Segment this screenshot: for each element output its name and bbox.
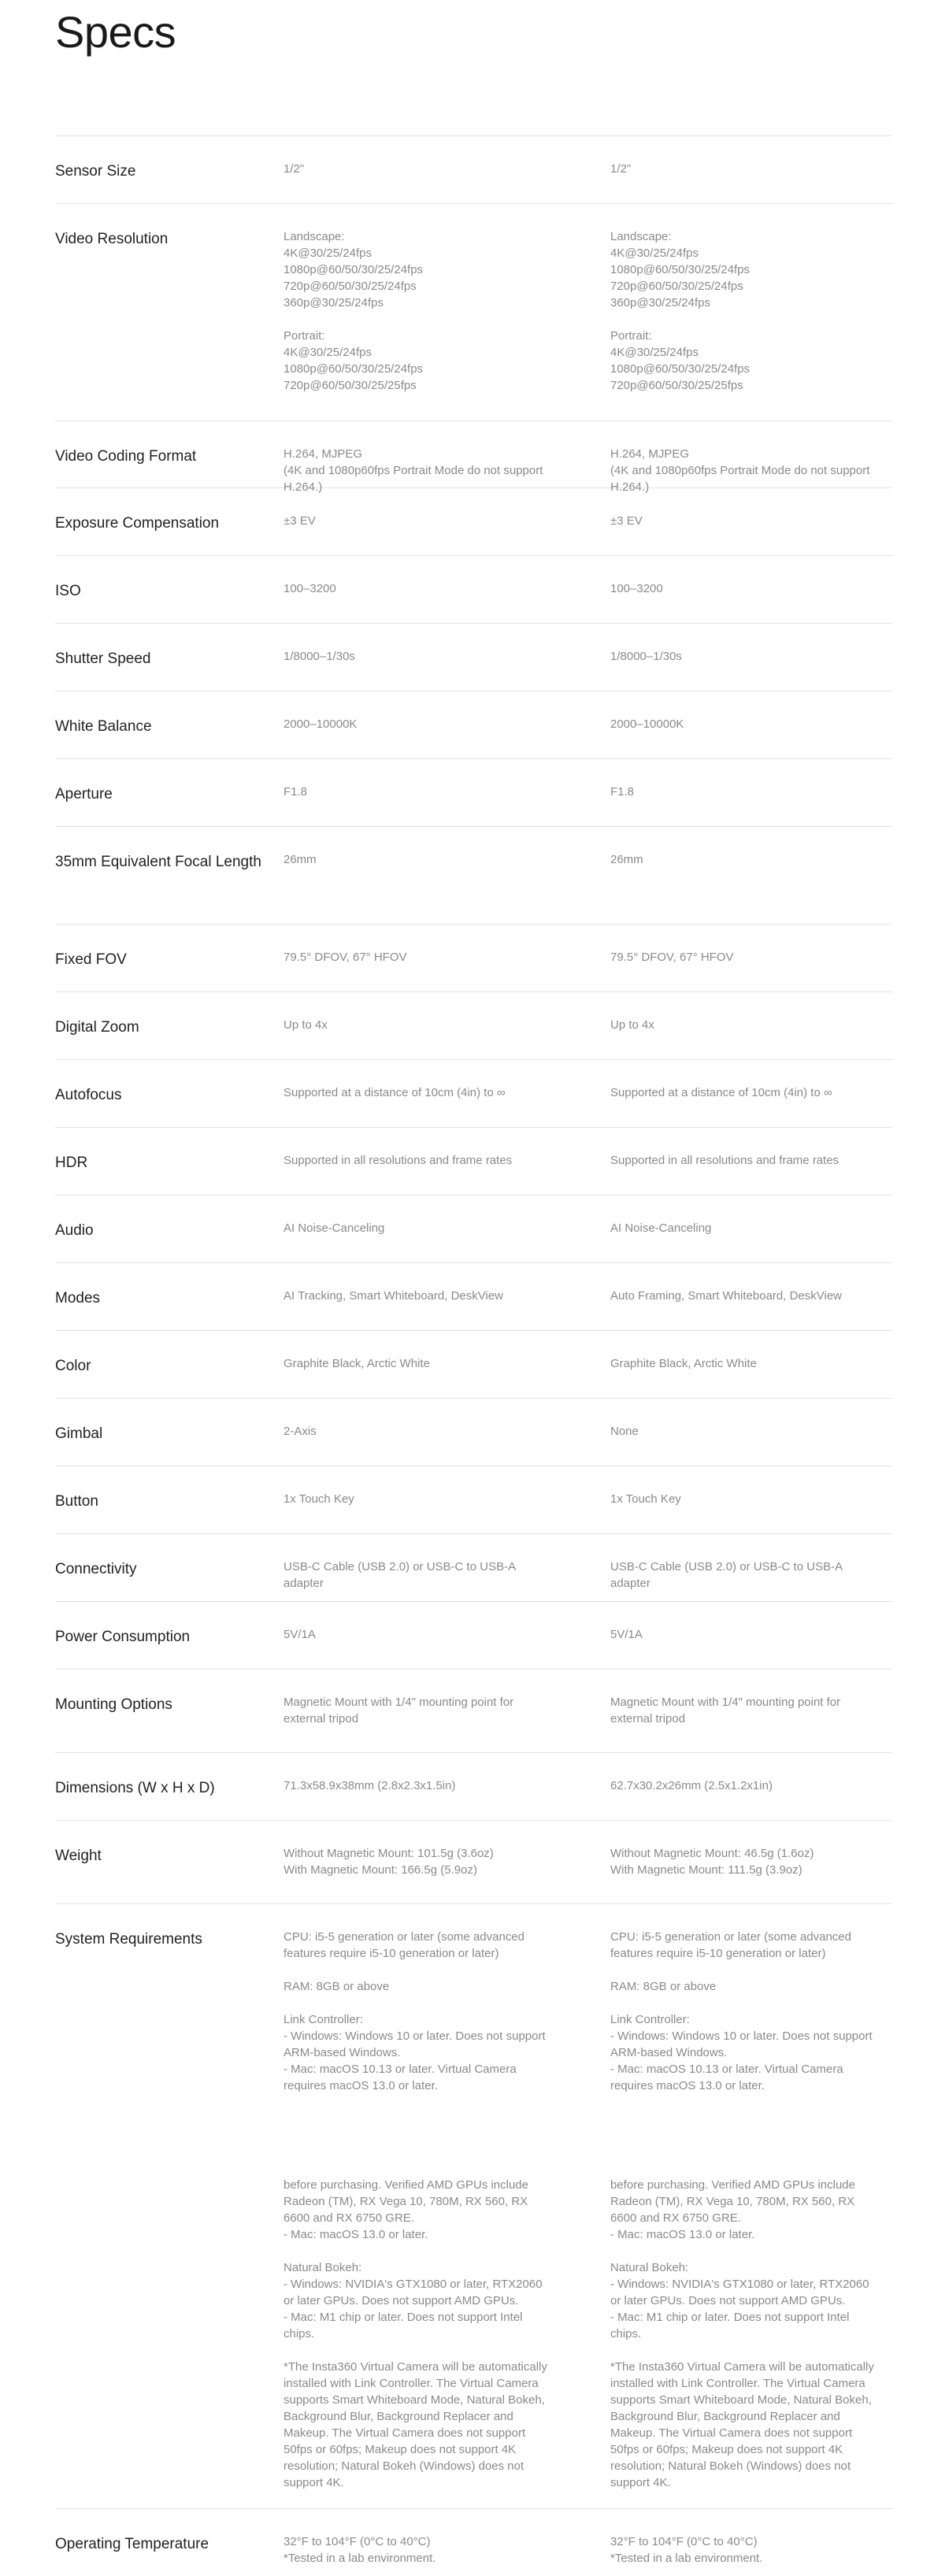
spec-label: Power Consumption: [55, 1629, 191, 1645]
spec-value-model-2: H.264, MJPEG (4K and 1080p60fps Portrait Mode do not support H.264.): [610, 447, 870, 494]
spec-row: [55, 135, 892, 203]
spec-row: [55, 924, 892, 991]
spec-label: Shutter Speed: [55, 650, 151, 667]
page-title: Specs: [55, 7, 176, 57]
spec-row: [55, 1466, 892, 1533]
spec-label: Connectivity: [55, 1561, 137, 1577]
spec-value-model-1: 32°F to 104°F (0°C to 40°C) *Tested in a lab environment.: [284, 2535, 436, 2565]
spec-value-model-1: 1/8000–1/30s: [284, 650, 355, 663]
spec-value-model-2: 5V/1A: [610, 1628, 643, 1641]
spec-value-model-2: 26mm: [610, 853, 643, 866]
spec-value-model-1: Supported at a distance of 10cm (4in) to ∞: [284, 1086, 506, 1099]
spec-value-model-1: 1x Touch Key: [284, 1492, 354, 1506]
spec-value-model-1: 1/2": [284, 162, 305, 176]
spec-label: Color: [55, 1358, 91, 1374]
spec-value-model-1: 5V/1A: [284, 1628, 316, 1641]
spec-label: ISO: [55, 583, 81, 599]
spec-label: Gimbal: [55, 1425, 103, 1442]
spec-row: [55, 1669, 892, 1752]
spec-value-model-2: CPU: i5-5 generation or later (some advanced features require i5-10 generation or later) RAM: 8GB or above Link Controller: - Windows: Windows 10 or later. Does not support ARM-based Windows. - Mac: macOS 10.13 or later. Virtual Camera requires macOS 13.0 or later. before purchasing. Verified AMD GPUs include Radeon (TM), RX Vega 10, 780M, RX 560, RX 6600 and RX 6750 GRE. - Mac: macOS 13.0 or later. Natural Bokeh: - Windows: NVIDIA's GTX1080 or later, RTX2060 or later GPUs. Does not support AMD GPUs. - Mac: M1 chip or later. Does not support Intel chips. *The Insta360 Virtual Camera will be automatically installed with Link Controller. The Virtual Camera supports Smart Whiteboard Mode, Natural Bokeh, Background Blur, Background Replacer and Makeup. The Virtual Camera does not support 50fps or 60fps; Makeup does not support 4K resolution; Natural Bokeh (Windows) does not support 4K.: [610, 1930, 874, 2489]
spec-value-model-2: Auto Framing, Smart Whiteboard, DeskView: [610, 1289, 843, 1303]
spec-row: [55, 691, 892, 758]
spec-value-model-2: 2000–10000K: [610, 717, 684, 731]
spec-row: [55, 758, 892, 826]
spec-label: Fixed FOV: [55, 951, 127, 968]
spec-label: 35mm Equivalent Focal Length: [55, 854, 261, 870]
spec-label: Aperture: [55, 786, 113, 802]
spec-label: White Balance: [55, 718, 152, 735]
spec-value-model-1: 2000–10000K: [284, 717, 358, 731]
spec-value-model-2: None: [610, 1425, 639, 1438]
spec-row: [55, 623, 892, 691]
spec-row: [55, 555, 892, 623]
spec-value-model-2: Supported at a distance of 10cm (4in) to ∞: [610, 1086, 832, 1099]
spec-row: [55, 1533, 892, 1601]
spec-value-model-1: Supported in all resolutions and frame rates: [284, 1154, 513, 1167]
spec-row: [55, 1601, 892, 1669]
spec-row: [55, 1330, 892, 1398]
spec-row: [55, 2508, 892, 2576]
spec-value-model-2: 1/8000–1/30s: [610, 650, 682, 663]
spec-row: [55, 487, 892, 555]
spec-value-model-2: 100–3200: [610, 582, 663, 595]
spec-value-model-1: ±3 EV: [284, 514, 316, 528]
spec-value-model-2: 1/2": [610, 162, 632, 176]
spec-value-model-2: Supported in all resolutions and frame rates: [610, 1154, 839, 1167]
spec-label: Weight: [55, 1848, 102, 1864]
spec-value-model-1: 26mm: [284, 853, 317, 866]
spec-label: Dimensions (W x H x D): [55, 1780, 215, 1796]
spec-value-model-2: Graphite Black, Arctic White: [610, 1357, 757, 1370]
spec-value-model-1: Without Magnetic Mount: 101.5g (3.6oz) With Magnetic Mount: 166.5g (5.9oz): [284, 1847, 494, 1877]
spec-value-model-1: Magnetic Mount with 1/4" mounting point for external tripod: [284, 1696, 514, 1725]
spec-value-model-1: CPU: i5-5 generation or later (some advanced features require i5-10 generation or later) RAM: 8GB or above Link Controller: - Windows: Windows 10 or later. Does not support ARM-based Windows. - Mac: macOS 10.13 or later. Virtual Camera requires macOS 13.0 or later. before purchasing. Verified AMD GPUs include Radeon (TM), RX Vega 10, 780M, RX 560, RX 6600 and RX 6750 GRE. - Mac: macOS 13.0 or later. Natural Bokeh: - Windows: NVIDIA's GTX1080 or later, RTX2060 or later GPUs. Does not support AMD GPUs. - Mac: M1 chip or later. Does not support Intel chips. *The Insta360 Virtual Camera will be automatically installed with Link Controller. The Virtual Camera supports Smart Whiteboard Mode, Natural Bokeh, Background Blur, Background Replacer and Makeup. The Virtual Camera does not support 50fps or 60fps; Makeup does not support 4K resolution; Natural Bokeh (Windows) does not support 4K.: [284, 1930, 547, 2489]
spec-value-model-1: F1.8: [284, 785, 308, 799]
spec-row: [55, 421, 892, 494]
spec-value-model-1: H.264, MJPEG (4K and 1080p60fps Portrait Mode do not support H.264.): [284, 447, 543, 494]
spec-label: Autofocus: [55, 1087, 122, 1103]
spec-value-model-1: Up to 4x: [284, 1018, 328, 1032]
spec-value-model-2: F1.8: [610, 785, 635, 799]
spec-row: [55, 203, 892, 421]
spec-label: Audio: [55, 1222, 94, 1239]
spec-value-model-2: Up to 4x: [610, 1018, 654, 1032]
spec-value-model-2: ±3 EV: [610, 514, 643, 528]
spec-value-model-2: Magnetic Mount with 1/4" mounting point for external tripod: [610, 1696, 841, 1725]
spec-label: Modes: [55, 1290, 101, 1307]
spec-row: [55, 1903, 892, 2508]
spec-value-model-2: USB-C Cable (USB 2.0) or USB-C to USB-A adapter: [610, 1560, 843, 1590]
spec-row: [55, 1752, 892, 1820]
spec-value-model-1: Graphite Black, Arctic White: [284, 1357, 430, 1370]
spec-value-model-1: 100–3200: [284, 582, 336, 595]
spec-label: Digital Zoom: [55, 1019, 139, 1036]
spec-value-model-1: 71.3x58.9x38mm (2.8x2.3x1.5in): [284, 1779, 456, 1792]
spec-value-model-1: 2-Axis: [284, 1425, 317, 1438]
spec-value-model-2: Landscape: 4K@30/25/24fps 1080p@60/50/30/25/24fps 720p@60/50/30/25/24fps 360p@30/25/24fps Portrait: 4K@30/25/24fps 1080p@60/50/30/25/24fps 720p@60/50/30/25/25fps: [610, 230, 750, 392]
spec-value-model-2: Without Magnetic Mount: 46.5g (1.6oz) With Magnetic Mount: 111.5g (3.9oz): [610, 1847, 814, 1877]
spec-label: System Requirements: [55, 1931, 202, 1948]
spec-label: Sensor Size: [55, 163, 136, 180]
spec-value-model-1: AI Noise-Canceling: [284, 1221, 385, 1235]
spec-label: Exposure Compensation: [55, 515, 220, 532]
spec-label: Button: [55, 1493, 98, 1510]
spec-value-model-1: Landscape: 4K@30/25/24fps 1080p@60/50/30/25/24fps 720p@60/50/30/25/24fps 360p@30/25/24fps Portrait: 4K@30/25/24fps 1080p@60/50/30/25/24fps 720p@60/50/30/25/25fps: [284, 230, 424, 392]
spec-label: Video Resolution: [55, 231, 169, 247]
spec-value-model-1: AI Tracking, Smart Whiteboard, DeskView: [284, 1289, 503, 1303]
spec-label: Mounting Options: [55, 1696, 172, 1713]
spec-row: [55, 1127, 892, 1195]
spec-value-model-2: AI Noise-Canceling: [610, 1221, 712, 1235]
spec-row: [55, 1195, 892, 1262]
spec-label: HDR: [55, 1155, 88, 1171]
spec-value-model-2: 79.5° DFOV, 67° HFOV: [610, 951, 734, 964]
spec-row: [55, 1820, 892, 1903]
spec-value-model-2: 1x Touch Key: [610, 1492, 681, 1506]
spec-row: [55, 991, 892, 1059]
spec-row: [55, 1059, 892, 1127]
spec-row: [55, 1262, 892, 1330]
spec-table: [55, 135, 892, 2576]
spec-row: [55, 826, 892, 924]
spec-value-model-1: 79.5° DFOV, 67° HFOV: [284, 951, 407, 964]
spec-label: Video Coding Format: [55, 448, 197, 465]
spec-label: Operating Temperature: [55, 2536, 209, 2552]
spec-value-model-1: USB-C Cable (USB 2.0) or USB-C to USB-A adapter: [284, 1560, 516, 1590]
spec-value-model-2: 32°F to 104°F (0°C to 40°C) *Tested in a lab environment.: [610, 2535, 763, 2565]
spec-row: [55, 1398, 892, 1466]
spec-value-model-2: 62.7x30.2x26mm (2.5x1.2x1in): [610, 1779, 773, 1792]
